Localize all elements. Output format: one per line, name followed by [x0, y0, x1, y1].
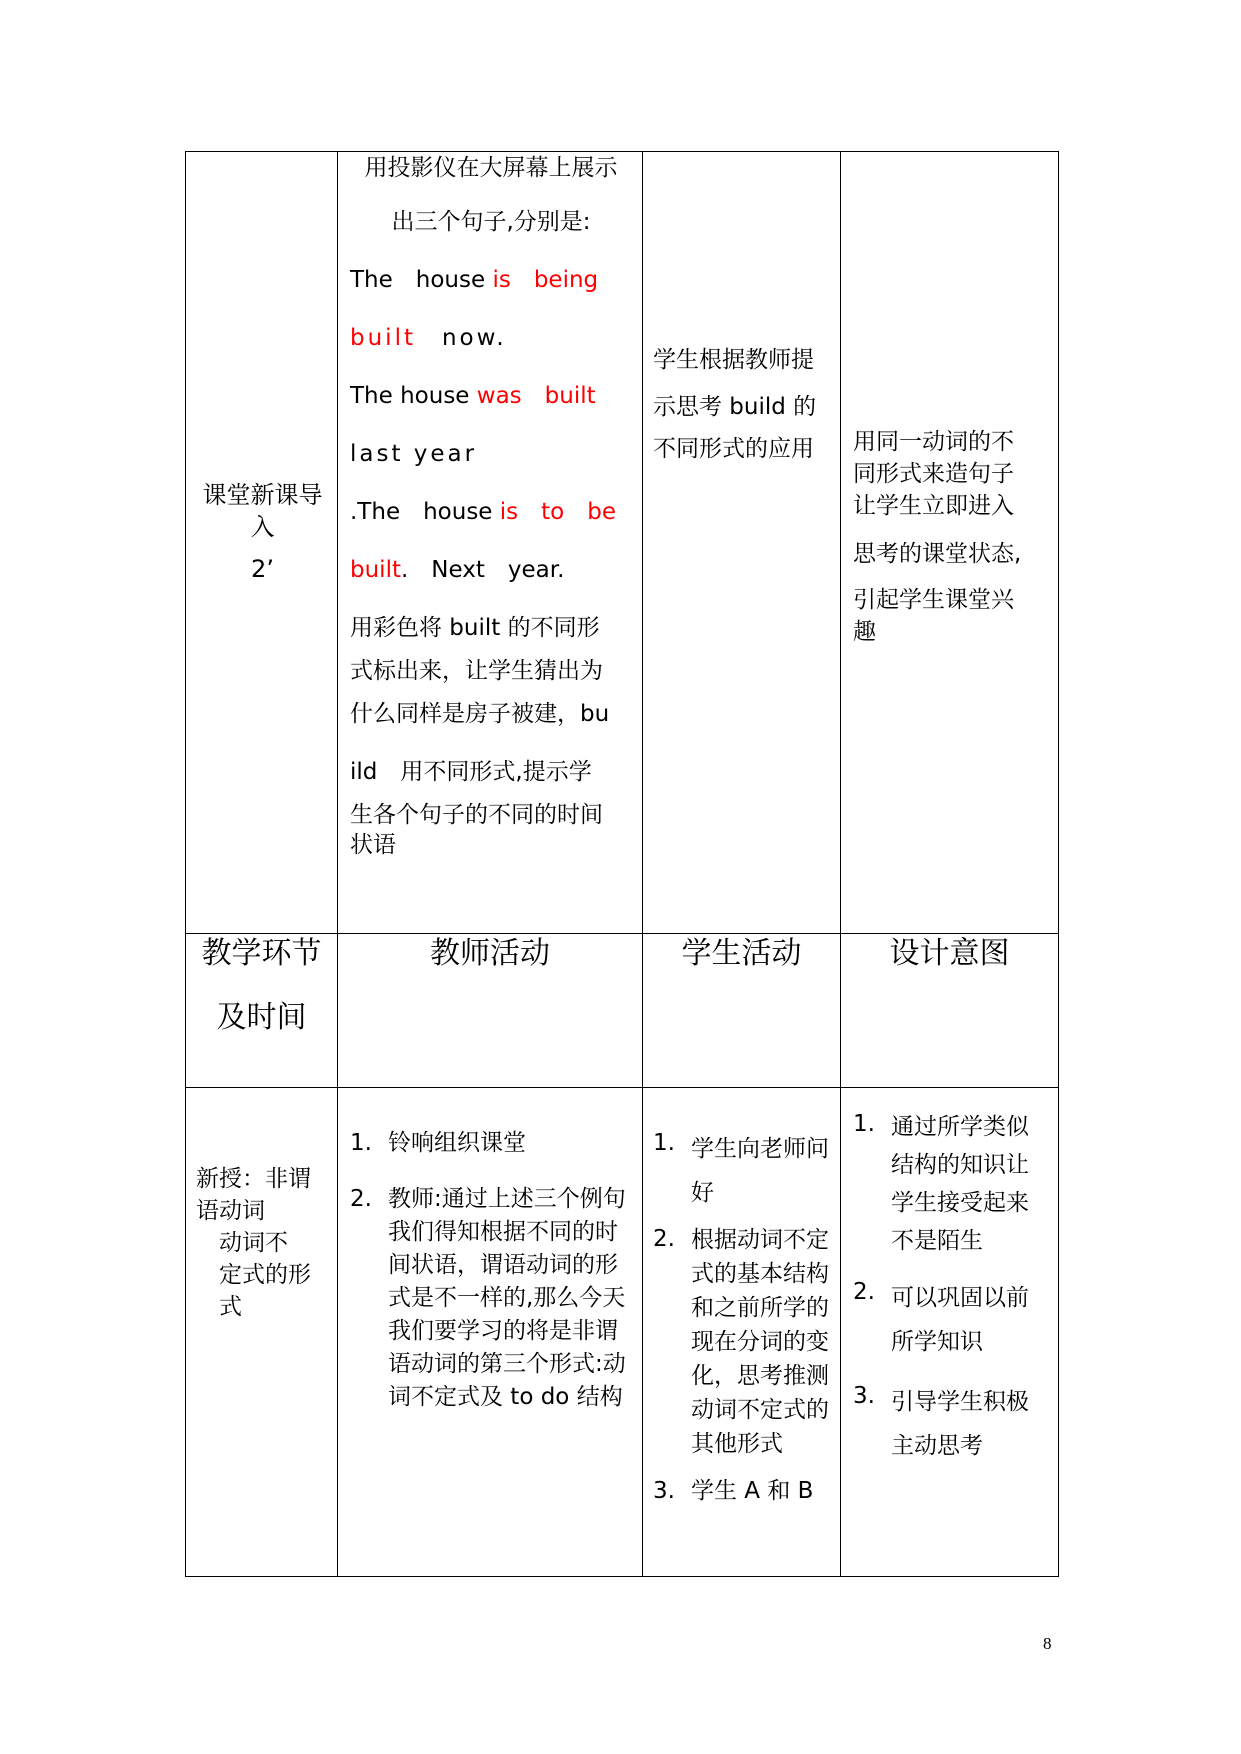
section-name: 课堂新课导入: [202, 481, 323, 541]
student-text: 示思考 build 的: [653, 394, 817, 420]
header-cell-teacher: 教师活动: [338, 934, 643, 1088]
header-cell-intent: 设计意图: [841, 934, 1059, 1088]
list-item: 1. 学生向老师问好: [653, 1130, 829, 1206]
student-activity-cell: [643, 1088, 841, 1577]
list-item: 3. 引导学生积极主动思考: [853, 1383, 1029, 1459]
table-header-row: [186, 934, 1059, 1088]
intent-text: 引起学生课堂兴: [853, 587, 1014, 613]
teacher-text: 用彩色将 built 的不同形: [350, 615, 600, 641]
example-sentence-1-cont: built now.: [350, 325, 507, 351]
teacher-text: 什么同样是房子被建，bu: [350, 701, 610, 727]
example-sentence-2: The house was built: [350, 383, 596, 409]
intent-text: 用同一动词的不: [853, 429, 1014, 455]
list-item: 1. 通过所学类似结构的知识让学生接受起来不是陌生: [853, 1111, 1029, 1254]
header-cell-student: 学生活动: [643, 934, 841, 1088]
teacher-text: 式标出来，让学生猜出为: [350, 658, 603, 684]
list-item: 2. 可以巩固以前所学知识: [853, 1279, 1029, 1355]
example-sentence-3-cont: built. Next year.: [350, 557, 565, 583]
teacher-activity-cell: [338, 152, 643, 934]
table-row-new-lesson: [186, 1088, 1059, 1577]
list-item: 3. 学生 A 和 B: [653, 1478, 814, 1504]
teacher-text: 状语: [350, 832, 396, 858]
header-section-line2: 及时间: [216, 1000, 307, 1035]
table-row-lead-in: [186, 152, 1059, 934]
teacher-text: 出三个句子,分别是:: [391, 209, 591, 235]
design-intent-cell: [841, 152, 1059, 934]
intent-text: 思考的课堂状态,: [853, 541, 1022, 567]
student-activity-cell: [643, 152, 841, 934]
intent-text: 让学生立即进入: [853, 493, 1014, 519]
example-sentence-2-cont: last year: [350, 441, 478, 467]
teacher-text: 生各个句子的不同的时间: [350, 802, 603, 828]
header-section-line1: 教学环节: [201, 936, 322, 971]
teacher-text: ild 用不同形式,提示学: [350, 759, 592, 785]
page-number: 8: [1043, 1634, 1052, 1653]
example-sentence-1: The house is being: [350, 267, 599, 293]
section-cell: 新授：非谓 语动词 动词不 定式的形 式: [186, 1088, 338, 1577]
section-time: 2’: [251, 555, 274, 583]
list-item: 2. 教师:通过上述三个例句我们得知根据不同的时间状语，谓语动词的形式是不一样的,那么今天我们要学习的将是非谓语动词的第三个形式:动词不定式及 to do 结构: [350, 1186, 626, 1410]
intent-text: 同形式来造句子: [853, 461, 1014, 487]
lesson-plan-table: [185, 151, 1059, 1577]
student-text: 学生根据教师提: [653, 347, 814, 373]
teacher-text: 用投影仪在大屏幕上展示: [364, 155, 618, 181]
design-intent-cell: [841, 1088, 1059, 1577]
header-cell-section: [186, 934, 338, 1088]
list-item: 1. 铃响组织课堂: [350, 1130, 526, 1156]
intent-text: 趣: [853, 619, 876, 645]
section-cell: [186, 152, 338, 934]
list-item: 2. 根据动词不定式的基本结构和之前所学的现在分词的变化，思考推测动词不定式的其他形式: [653, 1226, 829, 1457]
teacher-activity-cell: [338, 1088, 643, 1577]
student-text: 不同形式的应用: [653, 436, 814, 462]
example-sentence-3: .The house is to be: [350, 499, 616, 525]
